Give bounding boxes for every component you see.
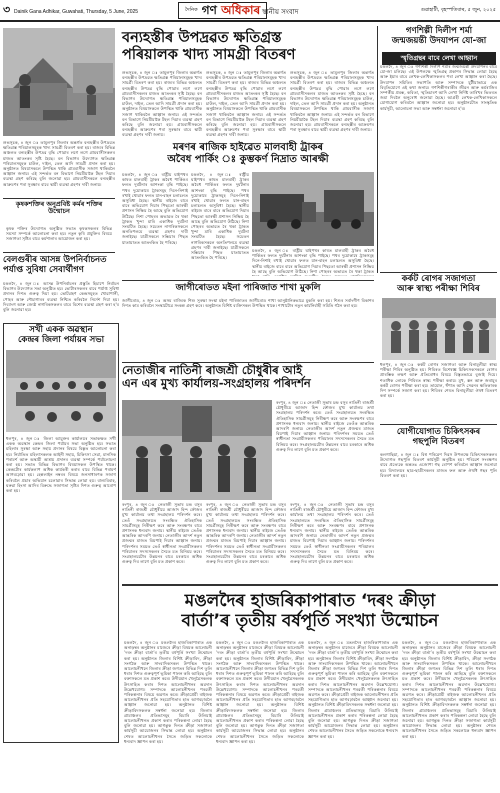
belguri-headline-line2: পৰ্যাপ্ত সুবিধা সেবাৰ্থীগণ xyxy=(3,264,84,275)
netaji-headline xyxy=(122,364,376,390)
bottom-headline-line1: মঙলদৈৰ হাজৰিকাপাৰাত ‘দৰং ক্ৰীড়া xyxy=(184,591,436,611)
section-rule xyxy=(3,198,115,199)
cancer-body: ধলপুৰ, ৪ জুন ঃ কৰ্কট ৰোগৰ সজাগতা আৰু বিনামূলীয়া স্বাস্থ্য পৰীক্ষা শিবিৰ অনুষ্ঠিত হয়। শিবিৰত বিশেষজ্ঞ চিকিৎসকসকলে ৰোগৰ প্ৰাৰম্ভিক লক্ষণ আৰু প্ৰতিৰোধৰ বিষয়ে বিস্তৃতভাৱে বুজাই দিয়ে। শতাধিক লোকে শিবিৰত স্বাস্থ্য পৰীক্ষা কৰায়। মুখ, স্তন আৰু জৰায়ুৰ কৰ্কট ৰোগৰ পৰীক্ষা কৰা হয়। তামোল, ধঁপাত আদি সেৱনৰ ক্ষতিকাৰক দিশ সম্পৰ্কে সজাগ কৰা হয়। শিবিৰৰ শেষত বিনামূলীয়া ঔষধ বিতৰণ কৰা হয়। xyxy=(380,362,497,399)
gana-shilpi-headline-line2: জন্মজয়ন্তী উদযাপন যো-জা xyxy=(391,35,487,46)
yogi-body: কলগাছিয়া, ৪ জুন ঃ বিশ্ব পৰিৱেশ দিৱস উপলক্ষে চিকিৎসকসকলৰ উদ্যোগত গছপুলি বিতৰণ কাৰ্যসূচী অনুষ্ঠিত হয়। পৰিৱেশ সংৰক্ষণৰ বাবে প্ৰত্যেকে অন্ততঃ এজোপা গছ ৰোপণ কৰিবলৈ আহ্বান জনোৱা হয়। বিদ্যালয়ৰ ছাত্ৰ-ছাত্ৰীসকলৰ মাজত ফল আৰু ঔষধি গছৰ পুলি বিতৰণ কৰা হয়। xyxy=(380,452,497,478)
page-number: ৩ xyxy=(3,4,11,16)
masthead xyxy=(0,0,500,22)
lead-body-col0: শুভসূচক, ৪ জুন ঃ তামুলপুৰ জিলাৰ অন্তৰ্গত বন্যহস্তীৰ উপদ্ৰৱত ক্ষতিগ্ৰস্ত পৰিয়ালসমূহক খাদ্য সামগ্ৰী বিতৰণ কৰা হয়। ৰাজ্যৰ বিভিন্ন অঞ্চলত বন্যহস্তীৰ উপদ্ৰৱ বৃদ্ধি পোৱাৰ লগে লগে গ্ৰামবাসীসকলৰ মাজত আতংকৰ সৃষ্টি হৈছে। বন বিভাগৰ উদ্যোগত ক্ষতিগ্ৰস্ত পৰিয়ালসমূহক চাউল, দাইল, তেল আদি সামগ্ৰী প্ৰদান কৰা হয়। অনুষ্ঠানত বিষয়াসকলে উপস্থিত থাকি গ্ৰামবাসীক সজাগ থাকিবলৈ আহ্বান জনায়। এই সন্দৰ্ভত বন বিভাগে নিয়মীয়াকৈ টহল দিয়াৰ ব্যৱস্থা গ্ৰহণ কৰিছে বুলি জনোৱা হয়। গ্ৰামবাসীসকলে বন্যহস্তীৰ আক্ৰমণৰ পৰা সুৰক্ষাৰ বাবে স্থায়ী ব্যৱস্থা গ্ৰহণৰ দাবী জনায়। xyxy=(3,140,115,187)
lead-headline-line1: বন্যহস্তীৰ উপদ্ৰৱত ক্ষতিগ্ৰস্ত xyxy=(122,30,282,46)
lead-body-col1: শুভসূচক, ৪ জুন ঃ তামুলপুৰ জিলাৰ অন্তৰ্গত বন্যহস্তীৰ উপদ্ৰৱত ক্ষতিগ্ৰস্ত পৰিয়ালসমূহক খাদ্য সামগ্ৰী বিতৰণ কৰা হয়। ৰাজ্যৰ বিভিন্ন অঞ্চলত বন্যহস্তীৰ উপদ্ৰৱ বৃদ্ধি পোৱাৰ লগে লগে গ্ৰামবাসীসকলৰ মাজত আতংকৰ সৃষ্টি হৈছে। বন বিভাগৰ উদ্যোগত ক্ষতিগ্ৰস্ত পৰিয়ালসমূহক চাউল, দাইল, তেল আদি সামগ্ৰী প্ৰদান কৰা হয়। অনুষ্ঠানত বিষয়াসকলে উপস্থিত থাকি গ্ৰামবাসীক সজাগ থাকিবলৈ আহ্বান জনায়। এই সন্দৰ্ভত বন বিভাগে নিয়মীয়াকৈ টহল দিয়াৰ ব্যৱস্থা গ্ৰহণ কৰিছে বুলি জনোৱা হয়। গ্ৰামবাসীসকলে বন্যহস্তীৰ আক্ৰমণৰ পৰা সুৰক্ষাৰ বাবে স্থায়ী ব্যৱস্থা গ্ৰহণৰ দাবী জনায়। xyxy=(122,70,202,138)
section-name: স্থানীয় সংবাদ xyxy=(262,8,299,16)
netaji-body-col1: ৰংপুৰ, ৪ জুন ঃ নেতাজী সুভাষ চন্দ্ৰ বসুৰ নাতিনী ৰাজশ্ৰী চৌধুৰীয়ে আজাদ হিন্দ ফৌজৰ মুখ্য কাৰ্যালয় তথা সংগ্ৰহালয় পৰিদৰ্শন কৰে। তেওঁ সংগ্ৰহালয়ত সংৰক্ষিত ঐতিহাসিক সামগ্ৰীসমূহ নিৰীক্ষণ কৰে আৰু সংৰক্ষণৰ বাবে প্ৰশাসনক ধন্যবাদ জনায়। স্থানীয় ৰাইজে তেওঁক আন্তৰিক আদৰণি জনায়। নেতাজীৰ আদৰ্শ নতুন প্ৰজন্মৰ মাজত বিয়পাই দিয়াৰ আহ্বান জনায়। পৰিদৰ্শনৰ সময়ত তেওঁ স্বাধীনতা সংগ্ৰামীসকলৰ পৰিয়ালৰ সদস্যসকলৰ সৈতে মত বিনিময় কৰে। সংগ্ৰহালয়টোৰ উন্নয়নৰ বাবে চৰকাৰে অধিক গুৰুত্ব দিব লাগে বুলি মত প্ৰকাশ কৰে। xyxy=(276,400,374,452)
gana-shilpi-headline xyxy=(380,27,498,47)
belguri-headline-line1: বেলগুৰীৰ আসন্ন উপনিৰ্বাচনত xyxy=(3,255,107,265)
bottom-headline xyxy=(124,592,496,631)
highway-body-col3: মঙলদৈ, ৪ জুন ঃ ৰাষ্ট্ৰীয় ঘাইপথৰ কাষত মালবাহী ট্ৰাকৰ অবৈধ পাৰ্কিঙৰ ফলত দুৰ্ঘটনাৰ আশংকা বৃদ্ধি পাইছে। পথৰ দুয়োকাষে ট্ৰাকসমূহ দিনে-নিশাই ৰখাই থোৱাৰ ফলত যান-বাহন চলাচলত অসুবিধা হৈছে। স্থানীয় ৰাইজে বাৰে বাৰে অভিযোগ দিয়াৰ পিছতো আৰক্ষী প্ৰশাসন নিষ্ক্ৰিয় হৈ আছে বুলি অভিযোগ উঠিছে। নিশা পোহৰৰ অভাৱত ৰৈ থকা ট্ৰাকত xyxy=(252,248,374,274)
bottom-body-col4: মঙলদৈ, ৪ জুন ঃ মঙলদৈৰ হাজৰিকাপাৰাত এক অনাড়ম্বৰ অনুষ্ঠানৰ মাজেৰে ক্ৰীড়া বিষয়ক আলোচনী ‘দৰং ক্ৰীড়া বাৰ্তা’ৰ তৃতীয় বৰ্ষপূৰ্তি সংখ্যা উন্মোচন কৰা হয়। অনুষ্ঠানত জিলাৰ বিশিষ্ট ক্ৰীড়াবিদ, ক্ৰীড়া সংগঠক আৰু সাংবাদিকসকল উপস্থিত থাকে। আলোচনীখনে জিলাৰ ক্ৰীড়া জগতৰ বিভিন্ন দিশ তুলি ধৰাৰ দিশত গুৰুত্বপূৰ্ণ ভূমিকা পালন কৰি আহিছে বুলি বক্তাসকলে মত প্ৰকাশ কৰে। উদীয়মান খেলুৱৈসকলক উৎসাহিত কৰাৰ দিশত আলোচনীখনৰ অৱদান উল্লেখযোগ্য। সম্পাদকে আলোচনীখনৰ পৰৱৰ্তী পৰিকল্পনাৰ বিষয়ে অৱগত কৰে। ক্ৰীড়াপ্ৰেমী ৰাইজক আলোচনীখনৰ প্ৰতি সহযোগিতাৰ হাত আগবঢ়াবলৈ আহ্বান জনোৱা হয়। অনুষ্ঠানত বিশিষ্ট ক্ৰীড়াবিদসকলক সম্বৰ্ধনা জনোৱা হয়। জিলাৰ গ্ৰামাঞ্চলৰ প্ৰতিভাসমূহ বিচাৰি উলিয়াই আলোচনীখনত প্ৰকাশ কৰাৰ পৰিকল্পনা লোৱা হৈছে বুলি জনোৱা হয়। আগন্তুক দিনত ক্ৰীড়া সজাগতা কাৰ্যসূচী আয়োজনৰ সিদ্ধান্ত লোৱা হয়। অনুষ্ঠানৰ শেষত আলোচনীখনৰ সৈতে জড়িত সকলোকে ধন্যবাদ জ্ঞাপন কৰা হয়। xyxy=(402,640,496,739)
logo-main: গণ xyxy=(201,3,217,17)
sakhi-body: ধলপুৰ, ৪ জুন ঃ জিলা আয়ুক্তৰ কাৰ্যালয়ৰ সভাকক্ষত সখী একক অৱস্থান কেন্দ্ৰৰ জিলা পৰ্যায়ৰ সভা অনুষ্ঠিত হয়। সভাত মহিলাৰ সুৰক্ষা আৰু সহায় প্ৰদানৰ বিষয়ে বিস্তৃত আলোচনা কৰা হয়। নিৰ্যাতিত মহিলাসকলক আইনী সহায়, চিকিৎসা সেৱা, মানসিক পৰামৰ্শ আৰু অস্থায়ী আশ্ৰয় প্ৰদানৰ ব্যৱস্থা সম্পৰ্কে পৰ্যালোচনা কৰা হয়। সভাত বিভিন্ন বিভাগৰ বিষয়াসকল উপস্থিত থাকে। কেন্দ্ৰটোৰ কাৰ্যকলাপ অধিক কাৰ্যকৰী কৰাৰ বাবে বিভিন্ন পৰামৰ্শ আগবঢ়োৱা হয়। হেল্পলাইন নম্বৰৰ বিষয়ে জনসাধাৰণক সজাগ কৰিবলৈ প্ৰচাৰ অভিযান চলোৱাৰ সিদ্ধান্ত লোৱা হয়। বাল্যবিবাহ, ঘৰুৱা হিংসা আদিৰ বিৰুদ্ধে সজাগতা সৃষ্টিৰ দিশত গুৰুত্ব আৰোপ কৰা হয়। xyxy=(6,436,116,494)
newspaper-logo[interactable] xyxy=(178,2,267,19)
highway-headline xyxy=(122,142,374,165)
sakhi-meeting-photo xyxy=(6,350,116,432)
bottom-headline-line2: বাৰ্তা’ৰ তৃতীয় বৰ্ষপূৰ্তি সংখ্যা উন্মোচন xyxy=(181,610,439,631)
logo-prefix: দৈনিক xyxy=(185,7,198,13)
belguri-body: মঙলদৈ, ৪ জুন ঃ আসন্ন উপনিৰ্বাচনৰ প্ৰস্তুতি হিচাপে নিৰ্বাচন বিভাগৰ উদ্যোগত সভা অনুষ্ঠিত হয়। ভোটাৰসকলৰ বাবে পৰ্যাপ্ত সুবিধা প্ৰদানৰ দিশত গুৰুত্ব দিয়া হয়। ভোটগ্ৰহণ কেন্দ্ৰসমূহত খোৱাপানী, পোহৰ আৰু শৌচাগাৰৰ ব্যৱস্থা নিশ্চিত কৰিবলৈ নিৰ্দেশ দিয়া হয়। দিব্যাংগ আৰু জ্যেষ্ঠ নাগৰিকসকলৰ বাবে বিশেষ ব্যৱস্থা গ্ৰহণ কৰা হ'ব বুলি জনোৱা হয়। xyxy=(3,281,119,313)
logo-main-2: অধিকাৰ xyxy=(221,3,261,17)
gana-shilpi-headline-line1: গণশিল্পী দিলীপ শৰ্মা xyxy=(405,26,473,36)
bottom-body-col1: মঙলদৈ, ৪ জুন ঃ মঙলদৈৰ হাজৰিকাপাৰাত এক অনাড়ম্বৰ অনুষ্ঠানৰ মাজেৰে ক্ৰীড়া বিষয়ক আলোচনী ‘দৰং ক্ৰীড়া বাৰ্তা’ৰ তৃতীয় বৰ্ষপূৰ্তি সংখ্যা উন্মোচন কৰা হয়। অনুষ্ঠানত জিলাৰ বিশিষ্ট ক্ৰীড়াবিদ, ক্ৰীড়া সংগঠক আৰু সাংবাদিকসকল উপস্থিত থাকে। আলোচনীখনে জিলাৰ ক্ৰীড়া জগতৰ বিভিন্ন দিশ তুলি ধৰাৰ দিশত গুৰুত্বপূৰ্ণ ভূমিকা পালন কৰি আহিছে বুলি বক্তাসকলে মত প্ৰকাশ কৰে। উদীয়মান খেলুৱৈসকলক উৎসাহিত কৰাৰ দিশত আলোচনীখনৰ অৱদান উল্লেখযোগ্য। সম্পাদকে আলোচনীখনৰ পৰৱৰ্তী পৰিকল্পনাৰ বিষয়ে অৱগত কৰে। ক্ৰীড়াপ্ৰেমী ৰাইজক আলোচনীখনৰ প্ৰতি সহযোগিতাৰ হাত আগবঢ়াবলৈ আহ্বান জনোৱা হয়। অনুষ্ঠানত বিশিষ্ট ক্ৰীড়াবিদসকলক সম্বৰ্ধনা জনোৱা হয়। জিলাৰ গ্ৰামাঞ্চলৰ প্ৰতিভাসমূহ বিচাৰি উলিয়াই আলোচনীখনত প্ৰকাশ কৰাৰ পৰিকল্পনা লোৱা হৈছে বুলি জনোৱা হয়। আগন্তুক দিনত ক্ৰীড়া সজাগতা কাৰ্যসূচী আয়োজনৰ সিদ্ধান্ত লোৱা হয়। অনুষ্ঠানৰ শেষত আলোচনীখনৰ সৈতে জড়িত সকলোকে ধন্যবাদ জ্ঞাপন কৰা হয়। xyxy=(124,640,212,744)
highway-headline-line2: অবৈধ পাৰ্কিং ঃ কুম্ভকৰ্ণ নিদ্ৰাত আৰক্ষী xyxy=(167,153,329,165)
section-rule xyxy=(122,280,374,281)
sakhi-headline-line1: সখী একক অৱস্থান xyxy=(29,325,93,335)
sakhi-headline-line2: কেন্দ্ৰৰ জিলা পৰ্যায়ৰ সভা xyxy=(17,334,105,345)
highway-truck-photo xyxy=(252,172,374,246)
highway-headline-line1: মৰণৰ ৰাজিক হাইৱেত মালবাহী ট্ৰাকৰ xyxy=(173,142,323,153)
belguri-headline xyxy=(3,256,119,276)
masthead-date-right: গুৱাহাটী, বৃহস্পতিবাৰ, ৫ জুন, ২০২৫ xyxy=(420,7,496,13)
cancer-camp-photo xyxy=(382,298,496,360)
lead-headline-line2: পৰিয়ালক খাদ্য সামগ্ৰী বিতৰণ xyxy=(122,46,296,63)
netaji-body-col2: ৰংপুৰ, ৪ জুন ঃ নেতাজী সুভাষ চন্দ্ৰ বসুৰ নাতিনী ৰাজশ্ৰী চৌধুৰীয়ে আজাদ হিন্দ ফৌজৰ মুখ্য কাৰ্যালয় তথা সংগ্ৰহালয় পৰিদৰ্শন কৰে। তেওঁ সংগ্ৰহালয়ত সংৰক্ষিত ঐতিহাসিক সামগ্ৰীসমূহ নিৰীক্ষণ কৰে আৰু সংৰক্ষণৰ বাবে প্ৰশাসনক ধন্যবাদ জনায়। স্থানীয় ৰাইজে তেওঁক আন্তৰিক আদৰণি জনায়। নেতাজীৰ আদৰ্শ নতুন প্ৰজন্মৰ মাজত বিয়পাই দিয়াৰ আহ্বান জনায়। পৰিদৰ্শনৰ সময়ত তেওঁ স্বাধীনতা সংগ্ৰামীসকলৰ পৰিয়ালৰ সদস্যসকলৰ সৈতে মত বিনিময় কৰে। সংগ্ৰহালয়টোৰ উন্নয়নৰ বাবে চৰকাৰে অধিক গুৰুত্ব দিব লাগে বুলি মত প্ৰকাশ কৰে। xyxy=(122,502,202,565)
yogi-headline xyxy=(380,428,497,448)
netaji-headline-line2: এন এৰ মুখ্য কাৰ্যালয়-সংগ্ৰহালয় পৰিদৰ্শন xyxy=(122,376,311,391)
jagiroad-body: জাগীৰোড, ৪ জুন ঃ অসম ৰাজ্যিক শিশু সুৰক্ষা সংস্থা মইনা পাৰিজাতৰ জাগীৰোড শাখা আনুষ্ঠানিকভাৱে মুকলি কৰা হয়। শিশুৰ সৰ্বাংগীণ বিকাশৰ দিশত কাম কৰিবলৈ সংস্থাটোৱে সংকল্প গ্ৰহণ কৰে। অনুষ্ঠানত বিশিষ্ট ব্যক্তিসকল উপস্থিত থাকে। শাখাটোৰ নতুন কাৰ্যনিৰ্বাহী সমিতি গঠন কৰা হয়। xyxy=(122,298,374,309)
highway-body-col2: মঙলদৈ, ৪ জুন ঃ ৰাষ্ট্ৰীয় ঘাইপথৰ কাষত মালবাহী ট্ৰাকৰ অবৈধ পাৰ্কিঙৰ ফলত দুৰ্ঘটনাৰ আশংকা বৃদ্ধি পাইছে। পথৰ দুয়োকাষে ট্ৰাকসমূহ দিনে-নিশাই ৰখাই থোৱাৰ ফলত যান-বাহন চলাচলত অসুবিধা হৈছে। স্থানীয় ৰাইজে বাৰে বাৰে অভিযোগ দিয়াৰ পিছতো আৰক্ষী প্ৰশাসন নিষ্ক্ৰিয় হৈ আছে বুলি অভিযোগ উঠিছে। নিশা পোহৰৰ অভাৱত ৰৈ থকা ট্ৰাকত খুন্দা মাৰি একাধিক দুৰ্ঘটনা সংঘটিত হৈছে। সচেতন নাগৰিকসকলে অনতিপলমে ব্যৱস্থা গ্ৰহণৰ দাবী জনাইছে। যাত্ৰীসকলে সন্ধিয়াৰ পিছত যাতায়াতত আতংকিত হৈ পৰিছে। xyxy=(191,172,249,261)
krishak-body: কৃষক শক্তিৰ উদ্যোগত অনুষ্ঠিত সভাত কৃষকসকলৰ বিভিন্ন সমস্যা সম্পৰ্কে আলোচনা কৰা হয়। নতুন কৃষি প্ৰযুক্তিৰ বিষয়ে সজাগতা সৃষ্টিৰ বাবে কৰ্মশালাৰ আয়োজন কৰা হয়। xyxy=(6,226,112,242)
lead-body-col2: শুভসূচক, ৪ জুন ঃ তামুলপুৰ জিলাৰ অন্তৰ্গত বন্যহস্তীৰ উপদ্ৰৱত ক্ষতিগ্ৰস্ত পৰিয়ালসমূহক খাদ্য সামগ্ৰী বিতৰণ কৰা হয়। ৰাজ্যৰ বিভিন্ন অঞ্চলত বন্যহস্তীৰ উপদ্ৰৱ বৃদ্ধি পোৱাৰ লগে লগে গ্ৰামবাসীসকলৰ মাজত আতংকৰ সৃষ্টি হৈছে। বন বিভাগৰ উদ্যোগত ক্ষতিগ্ৰস্ত পৰিয়ালসমূহক চাউল, দাইল, তেল আদি সামগ্ৰী প্ৰদান কৰা হয়। অনুষ্ঠানত বিষয়াসকলে উপস্থিত থাকি গ্ৰামবাসীক সজাগ থাকিবলৈ আহ্বান জনায়। এই সন্দৰ্ভত বন বিভাগে নিয়মীয়াকৈ টহল দিয়াৰ ব্যৱস্থা গ্ৰহণ কৰিছে বুলি জনোৱা হয়। গ্ৰামবাসীসকলে বন্যহস্তীৰ আক্ৰমণৰ পৰা সুৰক্ষাৰ বাবে স্থায়ী ব্যৱস্থা গ্ৰহণৰ দাবী জনায়। xyxy=(206,70,286,138)
yogi-headline-line1: যোগীযোগাত চিকিৎসকৰ xyxy=(396,427,481,437)
jagiroad-headline: জাগীৰোডত মইনা পাৰিজাত শাখা মুকলি xyxy=(175,283,321,293)
highway-body-col1: মঙলদৈ, ৪ জুন ঃ ৰাষ্ট্ৰীয় ঘাইপথৰ কাষত মালবাহী ট্ৰাকৰ অবৈধ পাৰ্কিঙৰ ফলত দুৰ্ঘটনাৰ আশংকা বৃদ্ধি পাইছে। পথৰ দুয়োকাষে ট্ৰাকসমূহ দিনে-নিশাই ৰখাই থোৱাৰ ফলত যান-বাহন চলাচলত অসুবিধা হৈছে। স্থানীয় ৰাইজে বাৰে বাৰে অভিযোগ দিয়াৰ পিছতো আৰক্ষী প্ৰশাসন নিষ্ক্ৰিয় হৈ আছে বুলি অভিযোগ উঠিছে। নিশা পোহৰৰ অভাৱত ৰৈ থকা ট্ৰাকত খুন্দা মাৰি একাধিক দুৰ্ঘটনা সংঘটিত হৈছে। সচেতন নাগৰিকসকলে অনতিপলমে ব্যৱস্থা গ্ৰহণৰ দাবী জনাইছে। যাত্ৰীসকলে সন্ধিয়াৰ পিছত যাতায়াতত আতংকিত হৈ পৰিছে। xyxy=(122,172,188,245)
bottom-body-col3: মঙলদৈ, ৪ জুন ঃ মঙলদৈৰ হাজৰিকাপাৰাত এক অনাড়ম্বৰ অনুষ্ঠানৰ মাজেৰে ক্ৰীড়া বিষয়ক আলোচনী ‘দৰং ক্ৰীড়া বাৰ্তা’ৰ তৃতীয় বৰ্ষপূৰ্তি সংখ্যা উন্মোচন কৰা হয়। অনুষ্ঠানত জিলাৰ বিশিষ্ট ক্ৰীড়াবিদ, ক্ৰীড়া সংগঠক আৰু সাংবাদিকসকল উপস্থিত থাকে। আলোচনীখনে জিলাৰ ক্ৰীড়া জগতৰ বিভিন্ন দিশ তুলি ধৰাৰ দিশত গুৰুত্বপূৰ্ণ ভূমিকা পালন কৰি আহিছে বুলি বক্তাসকলে মত প্ৰকাশ কৰে। উদীয়মান খেলুৱৈসকলক উৎসাহিত কৰাৰ দিশত আলোচনীখনৰ অৱদান উল্লেখযোগ্য। সম্পাদকে আলোচনীখনৰ পৰৱৰ্তী পৰিকল্পনাৰ বিষয়ে অৱগত কৰে। ক্ৰীড়াপ্ৰেমী ৰাইজক আলোচনীখনৰ প্ৰতি সহযোগিতাৰ হাত আগবঢ়াবলৈ আহ্বান জনোৱা হয়। অনুষ্ঠানত বিশিষ্ট ক্ৰীড়াবিদসকলক সম্বৰ্ধনা জনোৱা হয়। জিলাৰ গ্ৰামাঞ্চলৰ প্ৰতিভাসমূহ বিচাৰি উলিয়াই আলোচনীখনত প্ৰকাশ কৰাৰ পৰিকল্পনা লোৱা হৈছে বুলি জনোৱা হয়। আগন্তুক দিনত ক্ৰীড়া সজাগতা কাৰ্যসূচী আয়োজনৰ সিদ্ধান্ত লোৱা হয়। অনুষ্ঠানৰ শেষত আলোচনীখনৰ সৈতে জড়িত সকলোকে ধন্যবাদ জ্ঞাপন কৰা হয়। xyxy=(308,640,398,739)
netaji-visit-photo xyxy=(122,400,272,500)
bottom-body-col2: মঙলদৈ, ৪ জুন ঃ মঙলদৈৰ হাজৰিকাপাৰাত এক অনাড়ম্বৰ অনুষ্ঠানৰ মাজেৰে ক্ৰীড়া বিষয়ক আলোচনী ‘দৰং ক্ৰীড়া বাৰ্তা’ৰ তৃতীয় বৰ্ষপূৰ্তি সংখ্যা উন্মোচন কৰা হয়। অনুষ্ঠানত জিলাৰ বিশিষ্ট ক্ৰীড়াবিদ, ক্ৰীড়া সংগঠক আৰু সাংবাদিকসকল উপস্থিত থাকে। আলোচনীখনে জিলাৰ ক্ৰীড়া জগতৰ বিভিন্ন দিশ তুলি ধৰাৰ দিশত গুৰুত্বপূৰ্ণ ভূমিকা পালন কৰি আহিছে বুলি বক্তাসকলে মত প্ৰকাশ কৰে। উদীয়মান খেলুৱৈসকলক উৎসাহিত কৰাৰ দিশত আলোচনীখনৰ অৱদান উল্লেখযোগ্য। সম্পাদকে আলোচনীখনৰ পৰৱৰ্তী পৰিকল্পনাৰ বিষয়ে অৱগত কৰে। ক্ৰীড়াপ্ৰেমী ৰাইজক আলোচনীখনৰ প্ৰতি সহযোগিতাৰ হাত আগবঢ়াবলৈ আহ্বান জনোৱা হয়। অনুষ্ঠানত বিশিষ্ট ক্ৰীড়াবিদসকলক সম্বৰ্ধনা জনোৱা হয়। জিলাৰ গ্ৰামাঞ্চলৰ প্ৰতিভাসমূহ বিচাৰি উলিয়াই আলোচনীখনত প্ৰকাশ কৰাৰ পৰিকল্পনা লোৱা হৈছে বুলি জনোৱা হয়। আগন্তুক দিনত ক্ৰীড়া সজাগতা কাৰ্যসূচী আয়োজনৰ সিদ্ধান্ত লোৱা হয়। অনুষ্ঠানৰ শেষত আলোচনীখনৰ সৈতে জড়িত সকলোকে ধন্যবাদ জ্ঞাপন কৰা হয়। xyxy=(216,640,304,744)
netaji-body-col4: ৰংপুৰ, ৪ জুন ঃ নেতাজী সুভাষ চন্দ্ৰ বসুৰ নাতিনী ৰাজশ্ৰী চৌধুৰীয়ে আজাদ হিন্দ ফৌজৰ মুখ্য কাৰ্যালয় তথা সংগ্ৰহালয় পৰিদৰ্শন কৰে। তেওঁ সংগ্ৰহালয়ত সংৰক্ষিত ঐতিহাসিক সামগ্ৰীসমূহ নিৰীক্ষণ কৰে আৰু সংৰক্ষণৰ বাবে প্ৰশাসনক ধন্যবাদ জনায়। স্থানীয় ৰাইজে তেওঁক আন্তৰিক আদৰণি জনায়। নেতাজীৰ আদৰ্শ নতুন প্ৰজন্মৰ মাজত বিয়পাই দিয়াৰ আহ্বান জনায়। পৰিদৰ্শনৰ সময়ত তেওঁ স্বাধীনতা সংগ্ৰামীসকলৰ পৰিয়ালৰ সদস্যসকলৰ সৈতে মত বিনিময় কৰে। সংগ্ৰহালয়টোৰ উন্নয়নৰ বাবে চৰকাৰে অধিক গুৰুত্ব দিব লাগে বুলি মত প্ৰকাশ কৰে। xyxy=(290,502,374,565)
masthead-date-line: Dainik Gana Adhikar, Guwahati, Thursday, 5 June, 2025 xyxy=(14,9,139,15)
sakhi-headline xyxy=(5,326,117,346)
section-rule xyxy=(122,584,498,586)
gana-shilpi-body: মঙলদৈ, ৪ জুন ঃ গণশিল্পী দিলীপ শৰ্মাৰ জন্মজয়ন্তী উদযাপনৰ বাবে যো-জা চলিছে। এই উপলক্ষে স্মৃতিগ্ৰন্থ প্ৰকাশৰ সিদ্ধান্ত লোৱা হৈছে আৰু ইয়াৰ বাবে লেখক-লেখিকাসকলৰ পৰা লেখা আহ্বান কৰা হৈছে। উদযাপন সমিতিৰ সভাপতি আৰু সম্পাদকে যুটীয়াভাৱে এক বিবৃতিযোগে এই কথা জনায়। গণশিল্পীগৰাকীৰ জীৱন আৰু কৰ্মৰাজিৰ সম্পৰ্কীয় প্ৰবন্ধ, কবিতা, স্মৃতিচাৰণ আদি লেখা নিৰ্দিষ্ট তাৰিখৰ ভিতৰত জমা দিবলৈ অনুৰোধ জনোৱা হৈছে। আগ্ৰহী লেখক-লেখিকাসকলে যোগাযোগ কৰিবলৈ আহ্বান জনোৱা হয়। অনুষ্ঠানটোত সাংস্কৃতিক কাৰ্যসূচী, আলোচনা সভা আৰু সম্বৰ্ধনা জনোৱা হ'ব। xyxy=(380,64,497,111)
elephant-damage-photo xyxy=(3,28,115,136)
section-rule xyxy=(3,252,115,253)
cancer-headline-line1: কৰ্কট ৰোগৰ সজাগতা xyxy=(401,274,476,284)
section-rule xyxy=(380,424,497,425)
netaji-headline-line1: নেতাজীৰ নাতিনী ৰাজশ্ৰী চৌধুৰীৰ আই xyxy=(122,363,303,377)
cancer-headline xyxy=(380,275,497,295)
cancer-headline-line2: আৰু স্বাস্থ্য পৰীক্ষা শিবিৰ xyxy=(397,283,480,294)
lead-body-col3: শুভসূচক, ৪ জুন ঃ তামুলপুৰ জিলাৰ অন্তৰ্গত বন্যহস্তীৰ উপদ্ৰৱত ক্ষতিগ্ৰস্ত পৰিয়ালসমূহক খাদ্য সামগ্ৰী বিতৰণ কৰা হয়। ৰাজ্যৰ বিভিন্ন অঞ্চলত বন্যহস্তীৰ উপদ্ৰৱ বৃদ্ধি পোৱাৰ লগে লগে গ্ৰামবাসীসকলৰ মাজত আতংকৰ সৃষ্টি হৈছে। বন বিভাগৰ উদ্যোগত ক্ষতিগ্ৰস্ত পৰিয়ালসমূহক চাউল, দাইল, তেল আদি সামগ্ৰী প্ৰদান কৰা হয়। অনুষ্ঠানত বিষয়াসকলে উপস্থিত থাকি গ্ৰামবাসীক সজাগ থাকিবলৈ আহ্বান জনায়। এই সন্দৰ্ভত বন বিভাগে নিয়মীয়াকৈ টহল দিয়াৰ ব্যৱস্থা গ্ৰহণ কৰিছে বুলি জনোৱা হয়। গ্ৰামবাসীসকলে বন্যহস্তীৰ আক্ৰমণৰ পৰা সুৰক্ষাৰ বাবে স্থায়ী ব্যৱস্থা গ্ৰহণৰ দাবী জনায়। xyxy=(290,70,374,133)
section-rule xyxy=(380,272,497,273)
netaji-body-col3: ৰংপুৰ, ৪ জুন ঃ নেতাজী সুভাষ চন্দ্ৰ বসুৰ নাতিনী ৰাজশ্ৰী চৌধুৰীয়ে আজাদ হিন্দ ফৌজৰ মুখ্য কাৰ্যালয় তথা সংগ্ৰহালয় পৰিদৰ্শন কৰে। তেওঁ সংগ্ৰহালয়ত সংৰক্ষিত ঐতিহাসিক সামগ্ৰীসমূহ নিৰীক্ষণ কৰে আৰু সংৰক্ষণৰ বাবে প্ৰশাসনক ধন্যবাদ জনায়। স্থানীয় ৰাইজে তেওঁক আন্তৰিক আদৰণি জনায়। নেতাজীৰ আদৰ্শ নতুন প্ৰজন্মৰ মাজত বিয়পাই দিয়াৰ আহ্বান জনায়। পৰিদৰ্শনৰ সময়ত তেওঁ স্বাধীনতা সংগ্ৰামীসকলৰ পৰিয়ালৰ সদস্যসকলৰ সৈতে মত বিনিময় কৰে। সংগ্ৰহালয়টোৰ উন্নয়নৰ বাবে চৰকাৰে অধিক গুৰুত্ব দিব লাগে বুলি মত প্ৰকাশ কৰে। xyxy=(206,502,286,565)
column-rule xyxy=(377,26,378,273)
gana-shilpi-banner: স্মৃতিগ্ৰন্থৰ বাবে লেখা আহ্বান xyxy=(382,52,496,65)
krishak-headline: কৃষকশক্তিৰ অনুপ্ৰবিষ্ট কৰ্মৰ শক্তিৰ উন্মোচন xyxy=(15,200,103,216)
lead-headline xyxy=(122,30,374,63)
yogi-headline-line2: গছপুলি বিতৰণ xyxy=(412,436,465,447)
